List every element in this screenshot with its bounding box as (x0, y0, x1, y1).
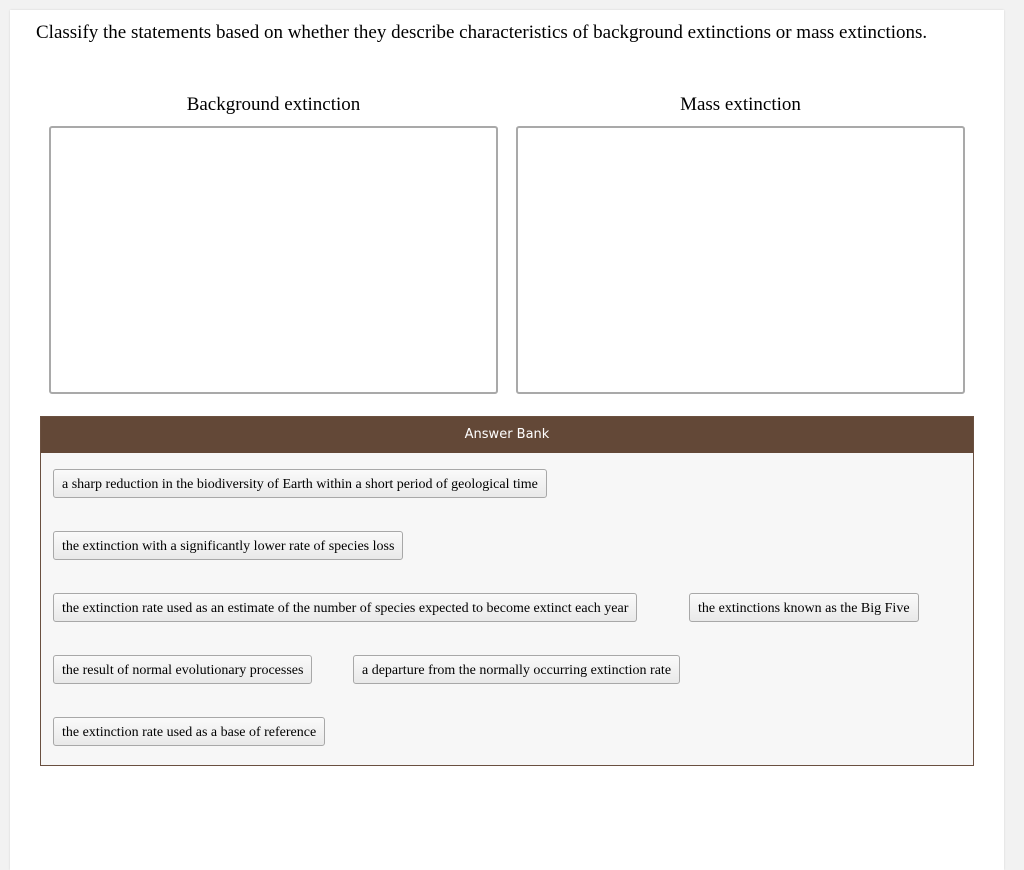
answer-chip-sharp-reduction[interactable]: a sharp reduction in the biodiversity of Earth within a short period of geological time (53, 469, 547, 498)
answer-chip-base-reference[interactable]: the extinction rate used as a base of reference (53, 717, 325, 746)
mass-extinction-dropzone[interactable] (516, 126, 965, 394)
question-panel (10, 10, 1004, 870)
background-extinction-dropzone[interactable] (49, 126, 498, 394)
background-extinction-title: Background extinction (186, 94, 361, 115)
answer-chip-estimate-rate[interactable]: the extinction rate used as an estimate of the number of species expected to become extinct each year (53, 593, 637, 622)
question-prompt: Classify the statements based on whether they describe characteristics of background extinctions or mass extinctions. (36, 22, 928, 43)
answer-chip-normal-processes[interactable]: the result of normal evolutionary processes (53, 655, 312, 684)
answer-chip-big-five[interactable]: the extinctions known as the Big Five (689, 593, 919, 622)
answer-chip-departure[interactable]: a departure from the normally occurring extinction rate (353, 655, 680, 684)
answer-bank-header: Answer Bank (41, 417, 973, 453)
answer-chip-lower-rate[interactable]: the extinction with a significantly lower rate of species loss (53, 531, 403, 560)
mass-extinction-title: Mass extinction (680, 94, 801, 115)
answer-bank (40, 416, 974, 766)
